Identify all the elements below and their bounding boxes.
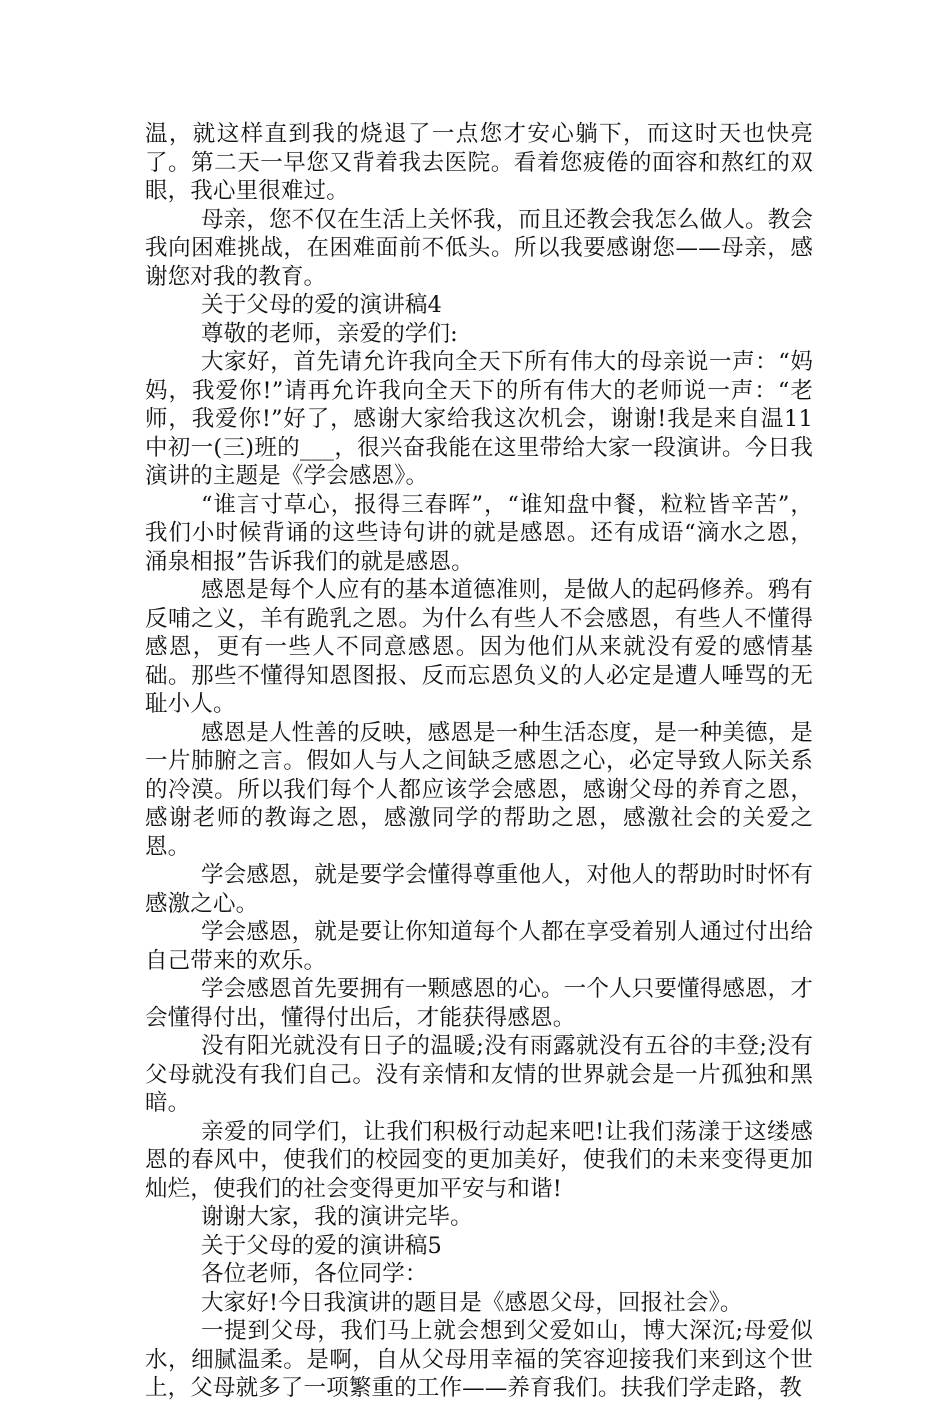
paragraph: 母亲，您不仅在生活上关怀我，而且还教会我怎么做人。教会我向困难挑战，在困难面前不低头。所以我要感谢您——母亲，感谢您对我的教育。 — [145, 206, 813, 290]
paragraph: 大家好!今日我演讲的题目是《感恩父母，回报社会》。 — [201, 1289, 743, 1316]
paragraph: 学会感恩，就是要让你知道每个人都在享受着别人通过付出给自己带来的欢乐。 — [145, 919, 813, 974]
closing-line: 谢谢大家，我的演讲完毕。 — [201, 1204, 473, 1230]
paragraph: 感恩是每个人应有的基本道德准则，是做人的起码修养。鸦有反哺之义，羊有跪乳之恩。为什么有些人不会感恩，有些人不懂得感恩，更有一些人不同意感恩。因为他们从来就没有爱的感情基础。那些不懂得知恩图报、反而忘恩负义的人必定是遭人唾骂的无耻小人。 — [145, 577, 813, 717]
document-body — [145, 120, 813, 1403]
paragraph: 亲爱的同学们，让我们积极行动起来吧!让我们荡漾于这缕感恩的春风中，使我们的校园变的更加美好，使我们的未来变得更加灿烂，使我们的社会变得更加平安与和谐! — [145, 1118, 813, 1202]
paragraph: “谁言寸草心，报得三春晖”，“谁知盘中餐，粒粒皆辛苦”，我们小时候背诵的这些诗句讲的就是感恩。还有成语“滴水之恩，涌泉相报”告诉我们的就是感恩。 — [145, 491, 813, 575]
paragraph: 温，就这样直到我的烧退了一点您才安心躺下，而这时天也快亮了。第二天一早您又背着我去医院。看着您疲倦的面容和熬红的双眼，我心里很难过。 — [145, 121, 813, 204]
paragraph: 感恩是人性善的反映，感恩是一种生活态度，是一种美德，是一片肺腑之言。假如人与人之间缺乏感恩之心，必定导致人际关系的冷漠。所以我们每个人都应该学会感恩，感谢父母的养育之恩，感谢老师的教诲之恩，感激同学的帮助之恩，感激社会的关爱之恩。 — [145, 719, 813, 860]
paragraph: 学会感恩首先要拥有一颗感恩的心。一个人只要懂得感恩，才会懂得付出，懂得付出后，才能获得感恩。 — [145, 976, 813, 1031]
salutation: 各位老师，各位同学： — [201, 1261, 428, 1287]
paragraph: 一提到父母，我们马上就会想到父爱如山，博大深沉;母爱似水，细腻温柔。是啊，自从父母用幸福的笑容迎接我们来到这个世上，父母就多了一项繁重的工作——养育我们。扶我们学走路，教 — [145, 1318, 813, 1401]
salutation: 尊敬的老师，亲爱的学们: — [201, 320, 458, 347]
section-heading: 关于父母的爱的演讲稿4 — [201, 292, 442, 318]
section-heading: 关于父母的爱的演讲稿5 — [201, 1232, 442, 1259]
paragraph: 学会感恩，就是要学会懂得尊重他人，对他人的帮助时时怀有感激之心。 — [145, 862, 813, 917]
paragraph: 大家好，首先请允许我向全天下所有伟大的母亲说一声：“妈妈，我爱你!”请再允许我向全天下的所有伟大的老师说一声：“老师，我爱你!”好了，感谢大家给我这次机会，谢谢!我是来自温11中初一(三)班的___，很兴奋我能在这里带给大家一段演讲。今日我演讲的主题是《学会感恩》。 — [145, 349, 813, 489]
paragraph: 没有阳光就没有日子的温暖;没有雨露就没有五谷的丰登;没有父母就没有我们自己。没有亲情和友情的世界就会是一片孤独和黑暗。 — [145, 1033, 813, 1116]
